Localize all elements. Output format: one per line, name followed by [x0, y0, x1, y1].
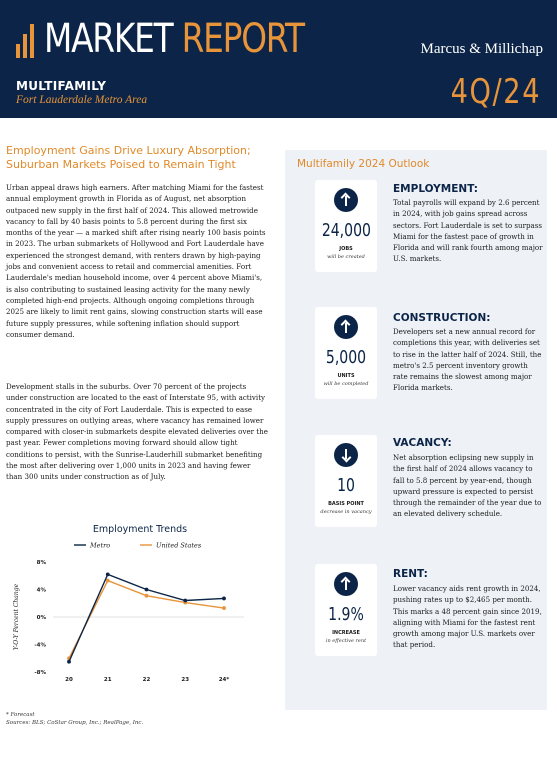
rent-heading: RENT:: [393, 568, 428, 580]
employment-trends-svg: [6, 520, 274, 705]
stat-value: 1.9%: [328, 604, 364, 625]
employment-heading: EMPLOYMENT:: [393, 183, 478, 195]
rent-text: Lower vacancy aids rent growth in 2024, pushing rates up to $2,465 per month. This marks a 48 percent gain since 2019, aligning with Miami for the fastest rent growth among major U.S. markets over that period.: [393, 584, 542, 650]
stat-subtext: decrease in vacancy: [320, 509, 372, 515]
construction-heading: CONSTRUCTION:: [393, 312, 491, 324]
brand-logo: Marcus & Millichap: [420, 41, 543, 57]
report-header: [0, 0, 557, 118]
legend-label-0: Metro: [90, 541, 111, 550]
vacancy-heading: VACANCY:: [393, 437, 452, 449]
up-arrow-icon: [334, 188, 358, 212]
series-line-0: [69, 574, 224, 661]
y-tick-label: 4%: [36, 587, 46, 594]
bar-chart-logo-icon: [16, 24, 38, 58]
vacancy-stat-card: [315, 435, 377, 527]
stat-unit: JOBS: [339, 246, 353, 252]
stat-value: 5,000: [325, 347, 367, 368]
stat-subtext: in effective rent: [325, 638, 367, 644]
y-tick-label: 0%: [36, 615, 46, 621]
series-1-point: [222, 606, 226, 610]
x-tick-label: 20: [65, 677, 73, 683]
series-0-point: [67, 660, 71, 664]
stat-value: 24,000: [321, 220, 371, 241]
outlook-sidebar: [285, 150, 547, 710]
title-report: REPORT: [181, 16, 304, 62]
up-arrow-icon: [334, 315, 358, 339]
employment-stat-card: [315, 180, 377, 272]
sector-label: MULTIFAMILY: [16, 79, 107, 93]
chart-title: Employment Trends: [92, 524, 188, 535]
stat-subtext: will be created: [327, 254, 365, 260]
x-tick-label: 22: [142, 677, 151, 683]
vacancy-text: Net absorption eclipsing new supply in the first half of 2024 allows vacancy to fall to 5.8 percent by year-end, though upward pressure is expected to persist through the remainder of the year due to an elevated delivery schedule.: [393, 453, 542, 519]
series-1-point: [106, 579, 110, 583]
stat-unit: BASIS POINT: [328, 501, 364, 507]
series-0-point: [183, 599, 187, 603]
title-market: MARKET: [44, 16, 173, 62]
down-arrow-icon: [334, 443, 358, 467]
series-1-point: [145, 594, 149, 598]
y-tick-label: -8%: [34, 670, 46, 676]
article-heading-line2: Suburban Markets Poised to Remain Tight: [6, 158, 236, 171]
stat-unit: UNITS: [337, 373, 355, 379]
article-paragraph-2: Development stalls in the suburbs. Over 70 percent of the projects under construction are located to the east of Interstate 95, with activity concentrated in the city of Fort Lauderdale. This is expected to ease supply pressures on outlying areas, where vacancy has remained lower compared with closer-in submarkets despite elevated deliveries over the past year. Fewer completions moving forward should allow tight conditions to persist, with the Sunrise-Lauderhill submarket benefiting the most after delivering over 1,000 units in 2023 and having fewer than 300 units under construction as of July.: [6, 382, 268, 482]
rent-stat-card: [315, 564, 377, 656]
footnote-forecast: * Forecast: [6, 712, 35, 718]
series-0-point: [222, 597, 226, 601]
article-heading-line1: Employment Gains Drive Luxury Absorption;: [6, 144, 251, 157]
employment-trends-chart: [6, 520, 274, 705]
construction-stat-card: [315, 307, 377, 399]
article-heading: [6, 144, 276, 172]
article-paragraph-1: Urban appeal draws high earners. After matching Miami for the fastest annual employment growth in Florida as of August, net absorption outpaced new supply in the first half of 2024. This allowed metrowide vacancy to fall by 40 basis points to 5.8 percent during the first six months of the year — a marked shift after rising nearly 100 basis points in 2023. The urban submarkets of Hollywood and Fort Lauderdale have experienced the strongest demand, with renters drawn by high-paying jobs and convenient access to retail and commercial amenities. Fort Lauderdale's median household income, over 4 percent above Miami's, is also contributing to sustained leasing activity for the many newly completed high-end projects. Although ongoing completions through 2025 are likely to limit rent gains, slowing construction starts will ease future supply pressures, while softening inflation should support consumer demand.: [6, 183, 266, 339]
quarter-label: 4Q/24: [450, 72, 541, 112]
y-axis-label: Y-O-Y Percent Change: [13, 583, 20, 651]
employment-text: Total payrolls will expand by 2.6 percent in 2024, with job gains spread across sectors. Fort Lauderdale is set to surpass Miami for the fastest pace of growth in Florida and will rank fourth among major U.S. markets.: [393, 198, 543, 264]
series-line-1: [69, 581, 224, 659]
outlook-title: Multifamily 2024 Outlook: [297, 158, 430, 170]
construction-text: Developers set a new annual record for completions this year, with deliveries set to rise in the latter half of 2024. Still, the metro's 2.5 percent inventory growth rate remains the slowest among major Florida markets.: [393, 327, 542, 393]
x-tick-label: 21: [103, 677, 112, 683]
metro-label: Fort Lauderdale Metro Area: [16, 94, 148, 106]
series-0-point: [106, 572, 110, 576]
stat-value: 10: [337, 475, 355, 496]
y-tick-label: -4%: [34, 642, 46, 649]
y-tick-label: 8%: [36, 560, 46, 566]
x-tick-label: 23: [181, 677, 190, 683]
up-arrow-icon: [334, 572, 358, 596]
footnote-sources: Sources: BLS; CoStar Group, Inc.; RealPage, Inc.: [6, 720, 144, 726]
x-tick-label: 24*: [218, 677, 230, 683]
report-title: [44, 16, 304, 62]
stat-unit: INCREASE: [332, 630, 360, 636]
legend-label-1: United States: [156, 541, 202, 550]
stat-subtext: will be completed: [323, 381, 369, 387]
series-0-point: [145, 588, 149, 592]
